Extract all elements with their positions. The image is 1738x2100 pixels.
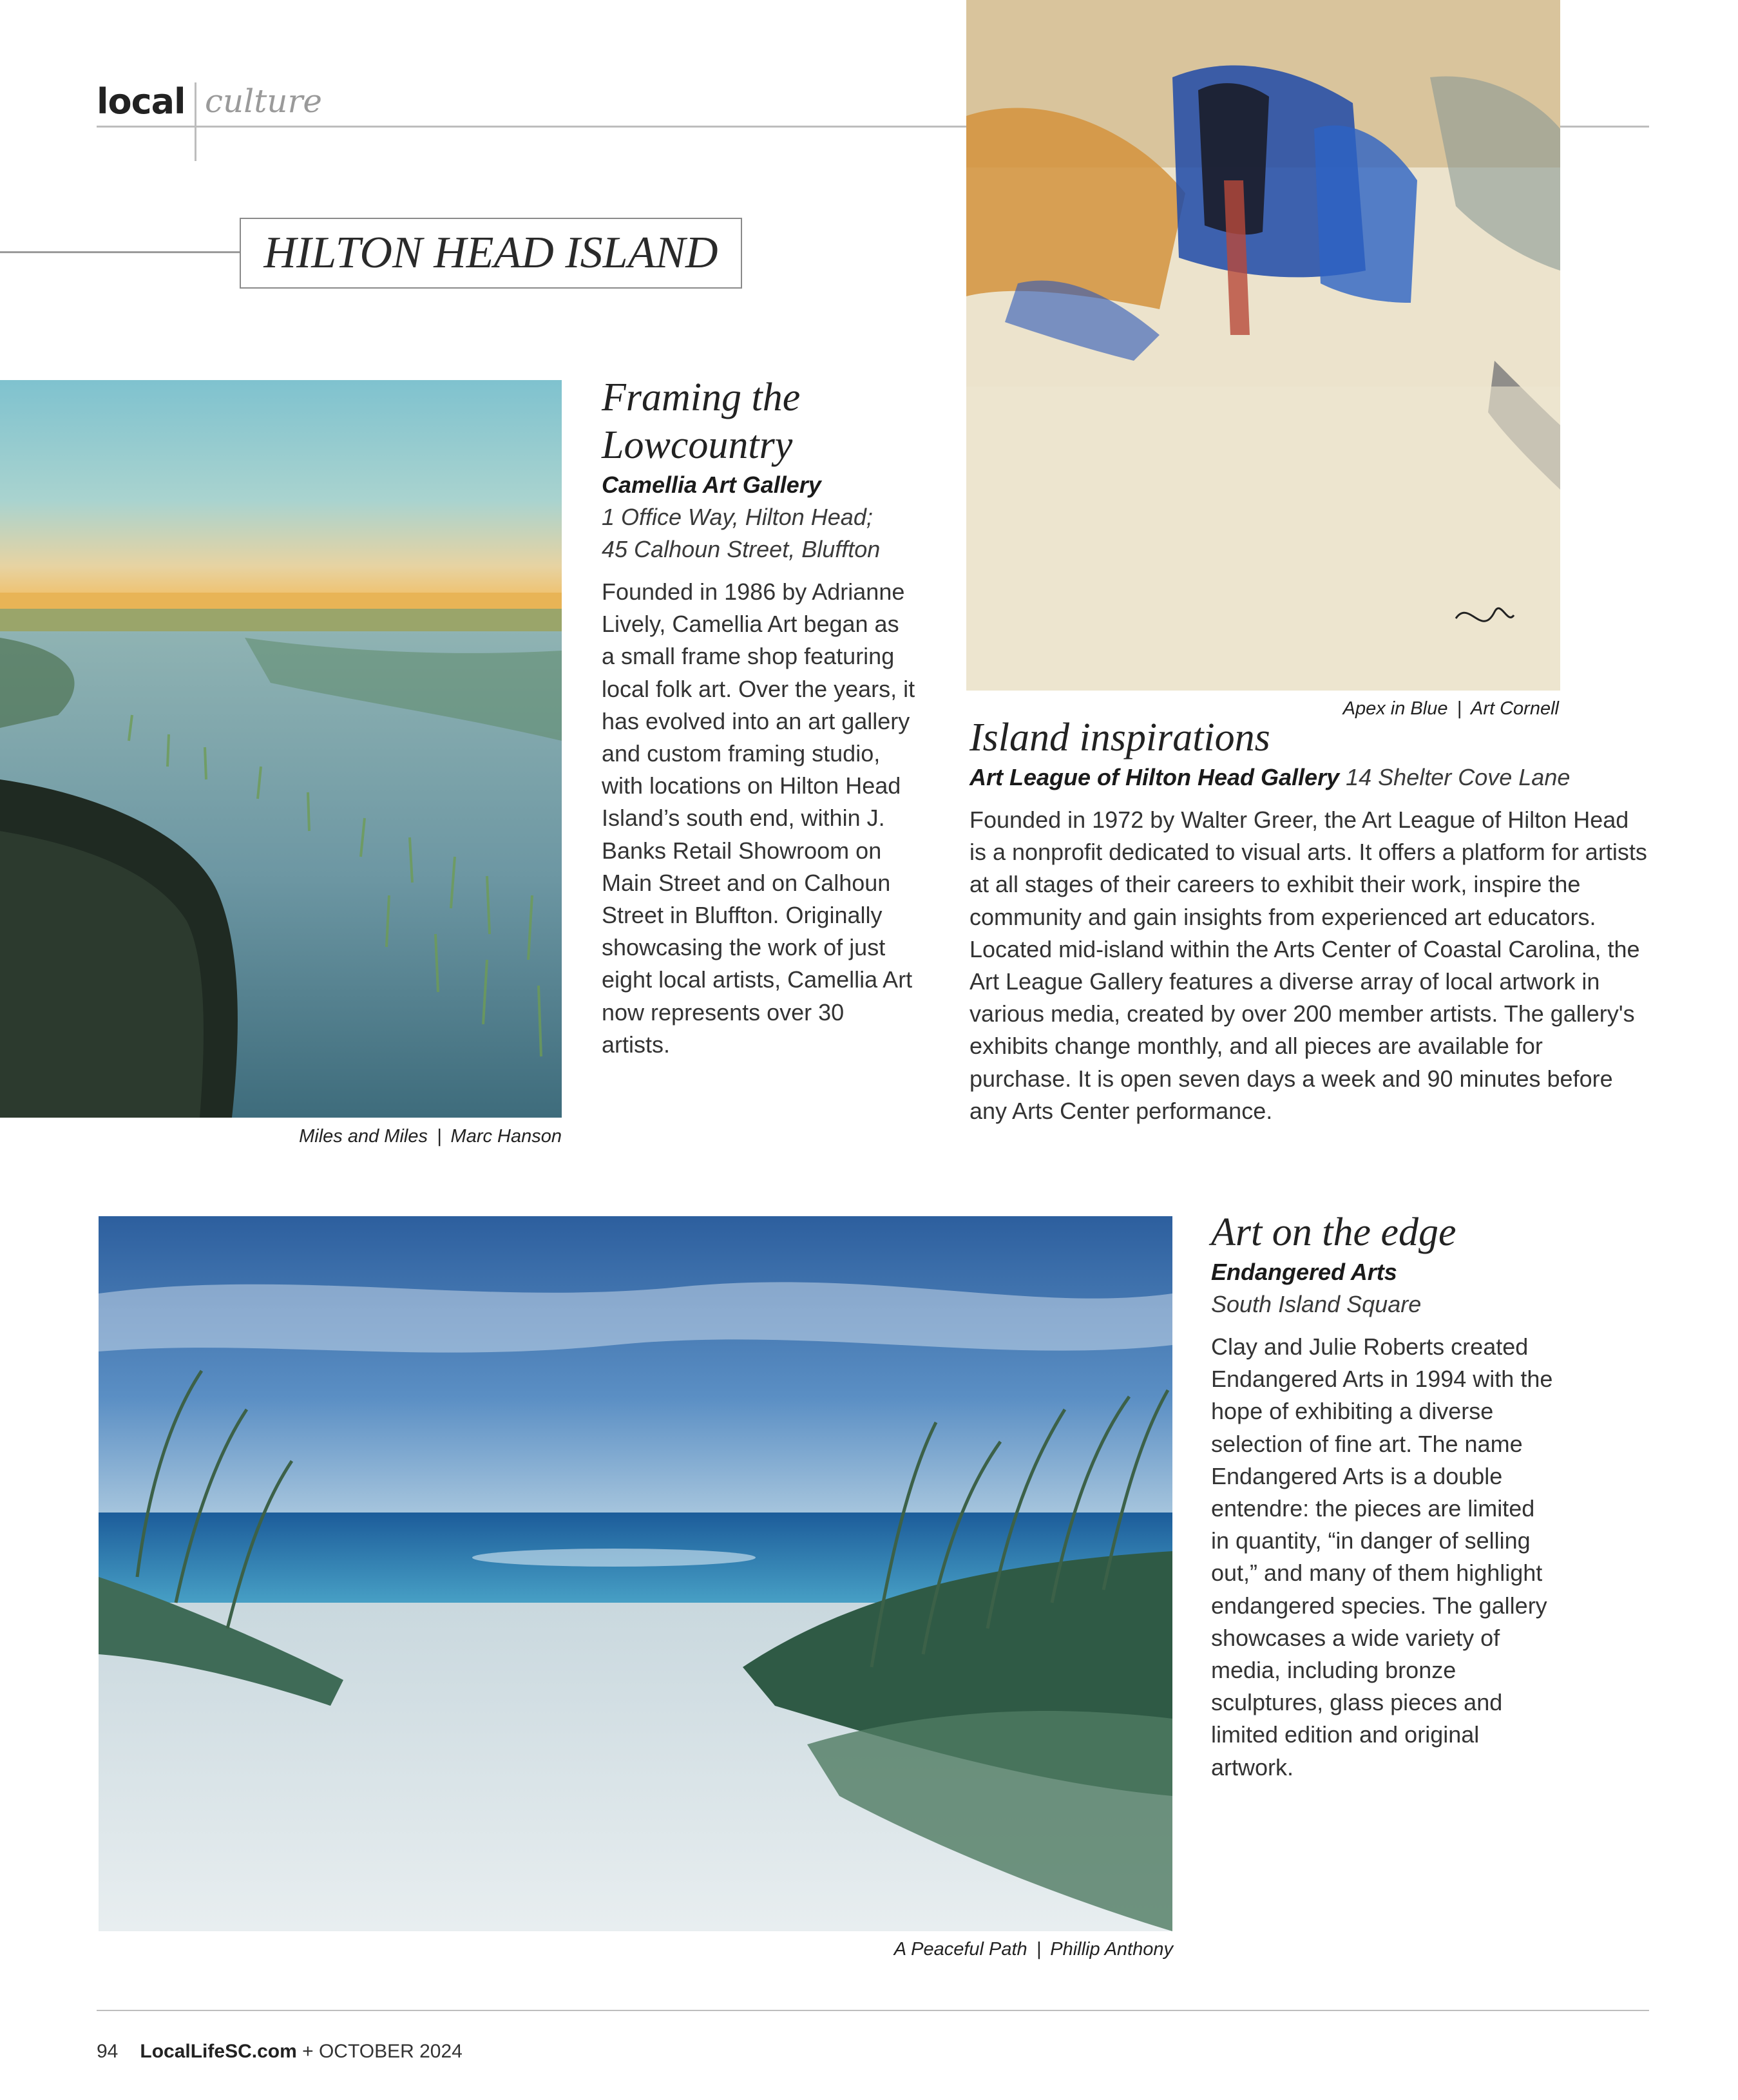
brand-logo: local <box>97 81 186 122</box>
footer-site: LocalLifeSC.com <box>140 2041 297 2062</box>
caption-separator: | <box>1456 698 1462 719</box>
caption-title: A Peaceful Path <box>893 1939 1027 1960</box>
article-art-on-the-edge <box>1211 1208 1559 1784</box>
caption-separator: | <box>436 1126 442 1147</box>
painting-a-peaceful-path <box>99 1216 1172 1931</box>
footer-issue: + OCTOBER 2024 <box>302 2041 463 2062</box>
article-venue: Endangered Arts <box>1211 1259 1397 1285</box>
article-address: 14 Shelter Cove Lane <box>1346 764 1571 790</box>
caption-artist: Phillip Anthony <box>1050 1939 1173 1960</box>
caption-artist: Art Cornell <box>1471 698 1559 719</box>
caption-artist: Marc Hanson <box>450 1126 562 1147</box>
article-venue: Art League of Hilton Head Gallery <box>969 764 1340 790</box>
caption-miles-and-miles <box>299 1126 562 1147</box>
section-name: culture <box>205 82 322 120</box>
location-rule <box>0 251 241 253</box>
page-number: 94 <box>97 2041 119 2062</box>
article-title: Art on the edge <box>1211 1210 1456 1254</box>
caption-title: Apex in Blue <box>1342 698 1448 719</box>
location-label: HILTON HEAD ISLAND <box>263 228 718 278</box>
article-title: Framing the Lowcountry <box>602 376 801 467</box>
painting-miles-and-miles <box>0 380 562 1118</box>
caption-a-peaceful-path <box>894 1939 1173 1960</box>
article-address: South Island Square <box>1211 1291 1422 1317</box>
article-body: Founded in 1986 by Adrianne Lively, Camellia Art began as a small frame shop featuring local folk art. Over the years, it has evolved into an art gallery and custom framing studio, with locations on Hilton Head Island’s south end, within J. Banks Retail Showroom on Main Street and on Calhoun Street in Bluffton. Originally showcasing the work of just eight local artists, Camellia Art now represents over 30 artists. <box>602 578 915 1058</box>
article-framing-the-lowcountry <box>602 374 917 1061</box>
article-title: Island inspirations <box>969 716 1270 759</box>
footer <box>97 2041 463 2063</box>
article-island-inspirations <box>969 714 1649 1127</box>
painting-apex-in-blue <box>966 0 1560 691</box>
article-address: 45 Calhoun Street, Bluffton <box>602 536 881 562</box>
caption-separator: | <box>1036 1939 1042 1960</box>
footer-rule <box>97 2010 1649 2011</box>
caption-title: Miles and Miles <box>299 1126 428 1147</box>
header-divider <box>195 82 196 161</box>
location-label-box <box>240 218 742 289</box>
article-address: 1 Office Way, Hilton Head; <box>602 504 873 530</box>
article-body: Clay and Julie Roberts created Endangered Arts in 1994 with the hope of exhibiting a diverse selection of fine art. The name Endangered Arts is a double entendre: the pieces are limited in quantity, “in danger of selling out,” and many of them highlight endangered species. The gallery showcases a wide variety of media, including bronze sculptures, glass pieces and limited edition and original artwork. <box>1211 1333 1553 1780</box>
article-venue: Camellia Art Gallery <box>602 472 821 498</box>
article-venue-line <box>969 761 1649 794</box>
article-body: Founded in 1972 by Walter Greer, the Art League of Hilton Head is a nonprofit dedicated to visual arts. It offers a platform for artists at all stages of their careers to exhibit their work, inspire the community and gain insights from experienced art educators. Located mid-island within the Arts Center of Coastal Carolina, the Art League Gallery features a diverse array of local artwork in various media, created by over 200 member artists. The gallery's exhibits change monthly, and all pieces are available for purchase. It is open seven days a week and 90 minutes before any Arts Center performance. <box>969 807 1647 1124</box>
